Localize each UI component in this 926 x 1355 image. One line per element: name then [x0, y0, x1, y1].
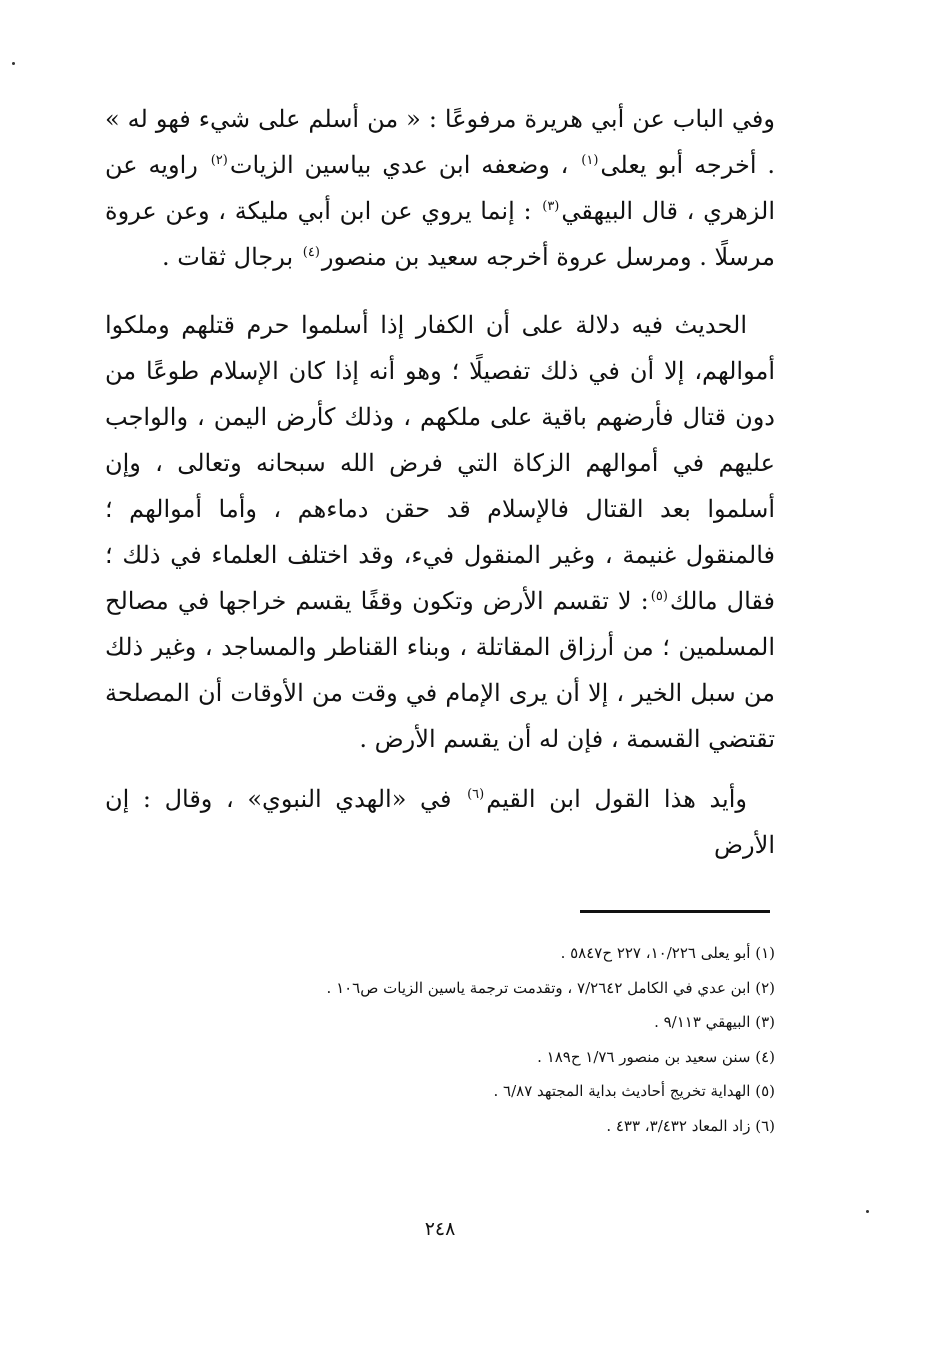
footnote-ref: (٣) — [542, 199, 560, 214]
footnote-2: (٢) ابن عدي في الكامل ٧/٢٦٤٢ ، وتقدمت ترجمة ياسين الزيات ص١٠٦ . — [326, 978, 775, 997]
paragraph-2 — [105, 302, 775, 762]
footnote-ref: (٢) — [210, 153, 228, 168]
footnote-ref: (٦) — [467, 787, 485, 802]
footnote-4: (٤) سنن سعيد بن منصور ١/٧٦ ح١٨٩ . — [537, 1047, 775, 1066]
text-run: برجال ثقات . — [162, 243, 301, 271]
text-run: : لا تقسم الأرض وتكون وقفًا يقسم خراجها في مصالح المسلمين ؛ من أرزاق المقاتلة ، وبناء القناطر والمساجد ، وغير ذلك من سبل الخير ، إلا أن يرى الإمام في وقت من الأوقات أن المصلحة تقتضي القسمة ، فإن له أن يقسم الأرض . — [105, 587, 776, 753]
page-number: ٢٤٨ — [424, 1218, 456, 1240]
footnote-separator — [580, 910, 770, 913]
footnote-1: (١) أبو يعلى ١٠/٢٢٦، ٢٢٧ ح٥٨٤٧ . — [560, 944, 775, 962]
text-run: : إنما يروي عن ابن أبي مليكة ، وعن عروة مرسلًا . ومرسل عروة أخرجه سعيد بن منصور — [105, 197, 775, 271]
footnote-ref: (٥) — [650, 589, 668, 604]
footnote-6: (٦) زاد المعاد ٣/٤٣٢، ٤٣٣ . — [606, 1116, 775, 1135]
paragraph-1 — [105, 96, 775, 280]
scan-speck — [866, 1210, 869, 1213]
main-text — [105, 96, 775, 868]
text-run: وفي الباب عن أبي هريرة مرفوعًا : « من أسلم على شيء فهو له » . أخرجه أبو يعلى — [105, 105, 776, 179]
scan-speck — [12, 62, 15, 65]
paragraph-3 — [105, 776, 775, 868]
text-run: وأيد هذا القول ابن القيم — [486, 785, 747, 813]
footnote-3: (٣) البيهقي ٩/١١٣ . — [654, 1013, 775, 1031]
text-run: في «الهدي النبوي» ، وقال : إن الأرض — [105, 785, 775, 859]
footnotes — [150, 936, 775, 1143]
footnote-ref: (٤) — [302, 245, 320, 260]
footnote-5: (٥) الهداية تخريج أحاديث بداية المجتهد ٦/٨٧ . — [493, 1082, 775, 1100]
text-run: الحديث فيه دلالة على أن الكفار إذا أسلموا حرم قتلهم وملكوا أموالهم، إلا أن في ذلك تفصيلًا ؛ وهو أنه إذا كان الإسلام طوعًا من دون قتال فأرضهم باقية على ملكهم ، وذلك كأرض اليمن ، والواجب عليهم في أموالهم الزكاة التي فرض الله سبحانه وتعالى ، وإن أسلموا بعد القتال فالإسلام قد حقن دماءهم ، وأما أموالهم ؛ فالمنقول غنيمة ، وغير المنقول فيء، وقد اختلف العلماء في ذلك ؛ فقال مالك — [105, 311, 775, 615]
text-run: راويه عن الزهري ، قال البيهقي — [105, 151, 775, 225]
text-run: ، وضعفه ابن عدي بياسين الزيات — [229, 151, 580, 179]
footnote-ref: (١) — [581, 153, 599, 168]
